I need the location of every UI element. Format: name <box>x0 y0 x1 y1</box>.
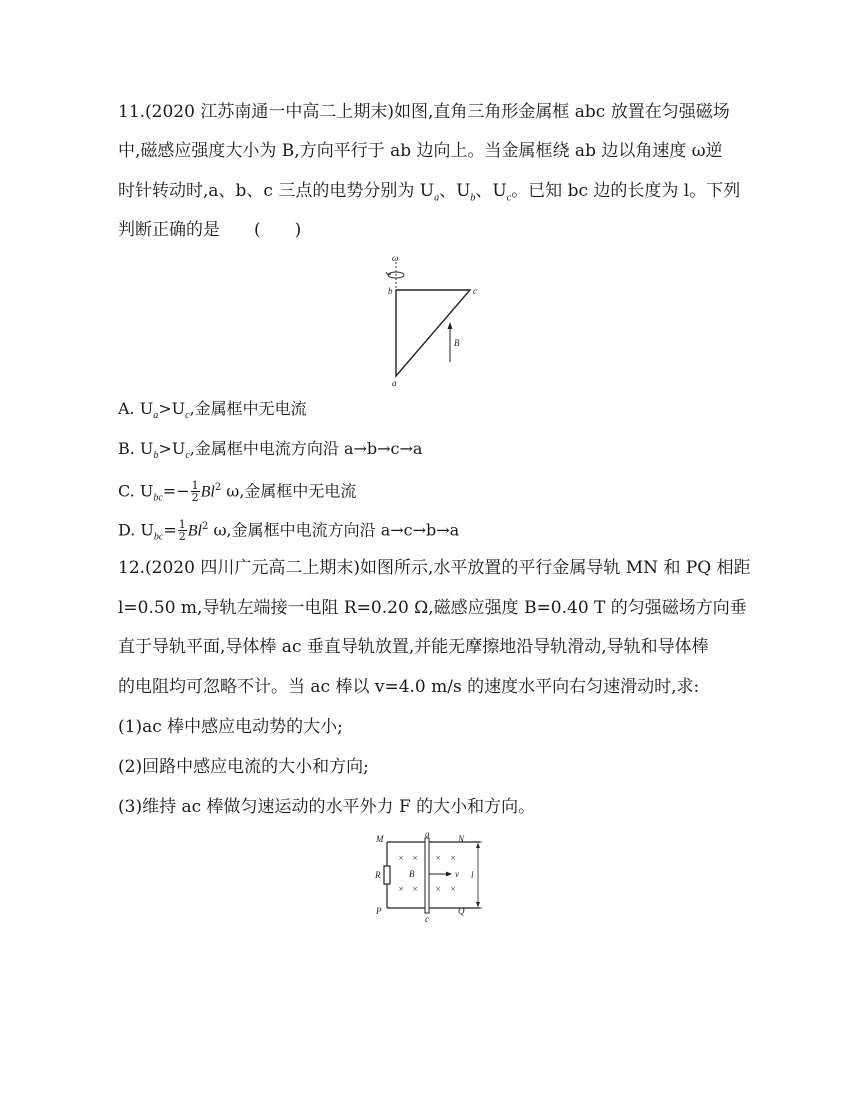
rod-a-label: a <box>425 832 430 839</box>
field-cross: × <box>450 884 457 894</box>
vertex-a-label: a <box>392 378 397 388</box>
q12-line-2: l=0.50 m,导轨左端接一电阻 R=0.20 Ω,磁感应强度 B=0.40 T 的匀强磁场方向垂 <box>118 598 747 618</box>
vertex-c-label: c <box>473 286 477 296</box>
q12-line-4: 的电阻均可忽略不计。当 ac 棒以 v=4.0 m/s 的速度水平向右匀速滑动时,求: <box>118 677 700 697</box>
field-cross: × <box>435 884 442 894</box>
q12-part-1: (1)ac 棒中感应电动势的大小; <box>118 717 343 737</box>
q11-line-1: 11.(2020 江苏南通一中高二上期末)如图,直角三角形金属框 abc 放置在匀强磁场 <box>118 102 730 122</box>
field-b-label: B <box>409 869 415 879</box>
q11-option-d: D. $U_{bc}=$ $\frac{1}{2}$ Bl$^2$ ω,金属框中电流方向沿 a→c→b→a <box>118 518 460 544</box>
q11-option-c: C. $U_{bc}=-$ $\frac{1}{2}$ Bl$^2$ ω,金属框中无电流 <box>118 479 357 505</box>
omega-label: ω <box>392 253 399 263</box>
field-cross: × <box>398 853 405 863</box>
field-b-label: B <box>454 338 460 348</box>
rail-q-label: Q <box>458 906 465 916</box>
q11-line-3: 时针转动时,a、b、c 三点的电势分别为 $U_a$、$U_b$、$U_c$。已知 bc 边的长度为 l。下列 <box>118 181 741 204</box>
field-cross: × <box>412 853 419 863</box>
q11-line-4: 判断正确的是 ( ) <box>118 220 302 240</box>
vertex-b-label: b <box>388 286 393 296</box>
resistor-r-label: R <box>375 870 381 880</box>
q11-triangle-figure <box>376 252 486 390</box>
q12-line-1: 12.(2020 四川广元高二上期末)如图所示,水平放置的平行金属导轨 MN 和 PQ 相距 <box>118 558 751 578</box>
rail-m-label: M <box>376 834 384 844</box>
field-cross: × <box>450 853 457 863</box>
rail-n-label: N <box>458 834 465 844</box>
rod-c-label: c <box>425 914 429 922</box>
q12-part-2: (2)回路中感应电流的大小和方向; <box>118 757 369 777</box>
q11-line-2: 中,磁感应强度大小为 B,方向平行于 ab 边向上。当金属框绕 ab 边以角速度 ω逆 <box>118 141 723 161</box>
field-cross: × <box>412 884 419 894</box>
rod-ac <box>425 838 429 913</box>
field-cross: × <box>398 884 405 894</box>
q11-option-b: B. $U_b>U_c$,金属框中电流方向沿 a→b→c→a <box>118 439 423 462</box>
rail-p-label: P <box>376 906 382 916</box>
q12-rail-figure <box>370 832 494 922</box>
q12-part-3: (3)维持 ac 棒做匀速运动的水平外力 F 的大小和方向。 <box>118 797 536 817</box>
resistor-r <box>384 866 390 884</box>
q11-option-a: A. $U_a>U_c$,金属框中无电流 <box>118 399 307 422</box>
width-l-label: l <box>471 870 474 880</box>
velocity-v-label: v <box>455 869 459 879</box>
field-cross: × <box>435 853 442 863</box>
q12-line-3: 直于导轨平面,导体棒 ac 垂直导轨放置,并能无摩擦地沿导轨滑动,导轨和导体棒 <box>118 637 709 657</box>
triangle-frame <box>396 290 470 376</box>
